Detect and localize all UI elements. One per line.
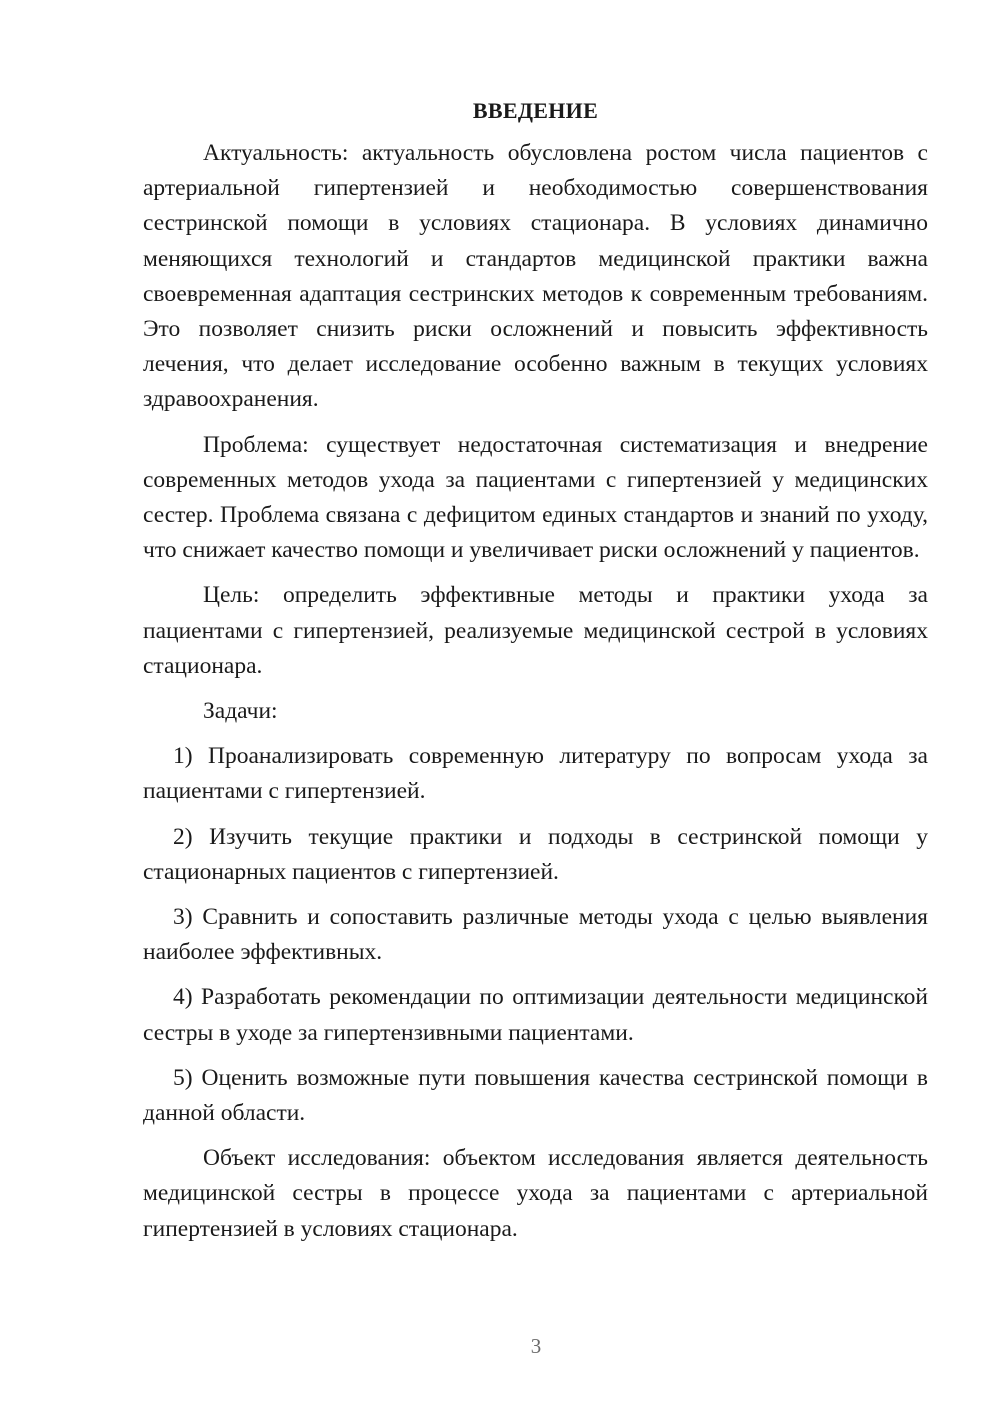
section-title: ВВЕДЕНИЕ	[472, 98, 599, 123]
document-page	[143, 96, 928, 1257]
task-item-5: 5) Оценить возможные пути повышения качества сестринской помощи в данной области.	[143, 1064, 928, 1127]
task-item-3: 3) Сравнить и сопоставить различные методы ухода с целью выявления наиболее эффективных.	[143, 904, 928, 966]
task-item-2: 2) Изучить текущие практики и подходы в сестринской помощи у стационарных пациентов с гипертензией.	[143, 823, 928, 885]
page-number: 3	[530, 1334, 542, 1358]
tasks-heading: Задачи:	[203, 698, 278, 725]
paragraph-research-object: Объект исследования: объектом исследования является деятельность медицинской сестры в процессе ухода за пациентами с артериальной гипертензией в условиях стационара.	[143, 1145, 928, 1242]
task-item-4: 4) Разработать рекомендации по оптимизации деятельности медицинской сестры в уходе за гипертензивными пациентами.	[143, 984, 928, 1046]
task-item-1: 1) Проанализировать современную литературу по вопросам ухода за пациентами с гипертензией.	[143, 743, 928, 805]
paragraph-problem: Проблема: существует недостаточная систематизация и внедрение современных методов ухода за пациентами с гипертензией у медицинских сестер. Проблема связана с дефицитом единых стандартов и знаний по уходу, что снижает качество помощи и увеличивает риски осложнений у пациентов.	[143, 431, 928, 564]
paragraph-goal: Цель: определить эффективные методы и практики ухода за пациентами с гипертензией, реализуемые медицинской сестрой в условиях стационара.	[143, 582, 928, 679]
paragraph-relevance: Актуальность: актуальность обусловлена ростом числа пациентов с артериальной гипертензией и необходимостью совершенствования сестринской помощи в условиях стационара. В условиях динамично меняющихся технологий и стандартов медицинской практики важна своевременная адаптация сестринских методов к современным требованиям. Это позволяет снизить риски осложнений и повысить эффективность лечения, что делает исследование особенно важным в текущих условиях здравоохранения.	[143, 140, 928, 413]
